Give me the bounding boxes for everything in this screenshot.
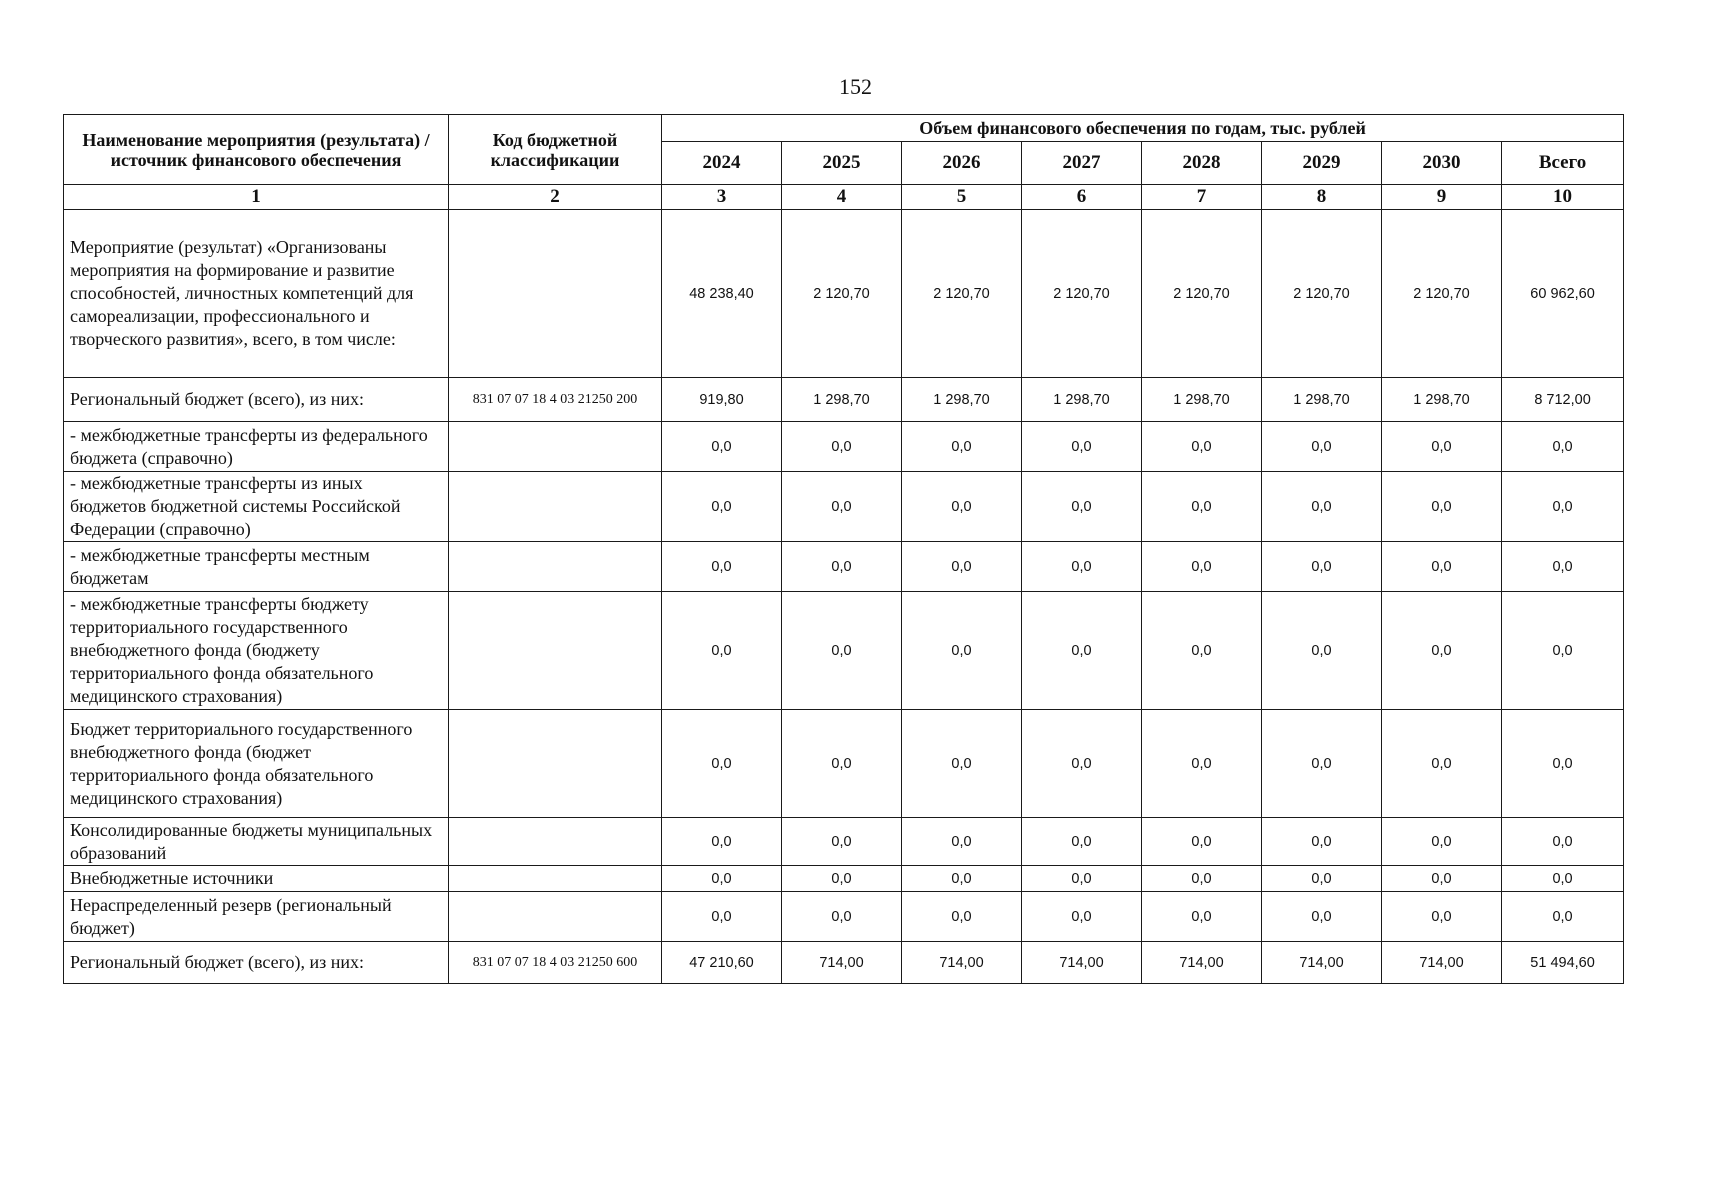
row-name: - межбюджетные трансферты местным бюджетам — [64, 542, 449, 592]
row-value: 0,0 — [782, 592, 902, 710]
row-code — [449, 818, 662, 866]
header-name: Наименование мероприятия (результата) /источник финансового обеспечения — [64, 115, 449, 185]
row-code — [449, 866, 662, 892]
row-value: 0,0 — [1382, 892, 1502, 942]
row-code — [449, 472, 662, 542]
row-value: 0,0 — [1382, 472, 1502, 542]
header-year-6: 2030 — [1382, 142, 1502, 185]
row-name: Внебюджетные источники — [64, 866, 449, 892]
row-value: 0,0 — [1022, 818, 1142, 866]
row-value: 0,0 — [662, 866, 782, 892]
row-value: 0,0 — [1382, 710, 1502, 818]
row-value: 0,0 — [1022, 542, 1142, 592]
table-row — [64, 942, 1624, 984]
row-value: 0,0 — [1262, 866, 1382, 892]
row-value: 1 298,70 — [782, 378, 902, 422]
row-value: 0,0 — [1502, 592, 1624, 710]
row-value: 0,0 — [1022, 710, 1142, 818]
table-row — [64, 592, 1624, 710]
row-value: 0,0 — [782, 710, 902, 818]
row-value: 0,0 — [662, 472, 782, 542]
row-value: 0,0 — [782, 542, 902, 592]
column-number: 8 — [1262, 185, 1382, 210]
row-name: Бюджет территориального государственного внебюджетного фонда (бюджет территориального фонда обязательного медицинского страхования) — [64, 710, 449, 818]
table-row — [64, 422, 1624, 472]
row-code — [449, 710, 662, 818]
row-value: 0,0 — [662, 542, 782, 592]
column-number: 9 — [1382, 185, 1502, 210]
row-value: 8 712,00 — [1502, 378, 1624, 422]
row-value: 0,0 — [1502, 422, 1624, 472]
row-code: 831 07 07 18 4 03 21250 600 — [449, 942, 662, 984]
row-value: 0,0 — [1142, 542, 1262, 592]
row-value: 0,0 — [1142, 592, 1262, 710]
row-value: 0,0 — [1262, 592, 1382, 710]
row-name: Региональный бюджет (всего), из них: — [64, 378, 449, 422]
row-value: 0,0 — [1262, 542, 1382, 592]
header-year-3: 2027 — [1022, 142, 1142, 185]
row-value: 51 494,60 — [1502, 942, 1624, 984]
row-value: 2 120,70 — [902, 210, 1022, 378]
row-value: 1 298,70 — [1022, 378, 1142, 422]
row-value: 2 120,70 — [1022, 210, 1142, 378]
row-value: 0,0 — [1382, 592, 1502, 710]
financing-table — [63, 114, 1624, 984]
row-value: 0,0 — [1022, 892, 1142, 942]
row-value: 2 120,70 — [1262, 210, 1382, 378]
row-value: 714,00 — [1022, 942, 1142, 984]
row-value: 714,00 — [902, 942, 1022, 984]
row-value: 0,0 — [902, 892, 1022, 942]
row-value: 0,0 — [662, 892, 782, 942]
row-name: Региональный бюджет (всего), из них: — [64, 942, 449, 984]
row-value: 0,0 — [782, 422, 902, 472]
row-value: 0,0 — [662, 592, 782, 710]
row-value: 0,0 — [902, 472, 1022, 542]
column-number: 7 — [1142, 185, 1262, 210]
row-name: - межбюджетные трансферты бюджету территориального государственного внебюджетного фонда (бюджету территориального фонда обязательного медицинского страхования) — [64, 592, 449, 710]
row-value: 0,0 — [902, 592, 1022, 710]
row-value: 60 962,60 — [1502, 210, 1624, 378]
row-value: 0,0 — [902, 866, 1022, 892]
row-value: 0,0 — [782, 866, 902, 892]
table-row — [64, 866, 1624, 892]
row-value: 0,0 — [1022, 422, 1142, 472]
header-year-1: 2025 — [782, 142, 902, 185]
row-value: 0,0 — [902, 542, 1022, 592]
row-name: - межбюджетные трансферты из федерального бюджета (справочно) — [64, 422, 449, 472]
row-value: 1 298,70 — [1142, 378, 1262, 422]
column-number: 5 — [902, 185, 1022, 210]
row-value: 714,00 — [1142, 942, 1262, 984]
row-value: 0,0 — [1502, 866, 1624, 892]
table-row — [64, 710, 1624, 818]
row-value: 0,0 — [1022, 472, 1142, 542]
row-code — [449, 210, 662, 378]
row-code — [449, 422, 662, 472]
header-year-0: 2024 — [662, 142, 782, 185]
row-code — [449, 542, 662, 592]
row-name: Мероприятие (результат) «Организованы мероприятия на формирование и развитие способностей, личностных компетенций для самореализации, профессионального и творческого развития», всего, в том числе: — [64, 210, 449, 378]
row-value: 1 298,70 — [902, 378, 1022, 422]
table-row — [64, 378, 1624, 422]
row-value: 48 238,40 — [662, 210, 782, 378]
row-value: 0,0 — [1142, 818, 1262, 866]
row-value: 0,0 — [1502, 818, 1624, 866]
row-value: 2 120,70 — [1142, 210, 1262, 378]
row-value: 0,0 — [1022, 866, 1142, 892]
row-value: 0,0 — [1022, 592, 1142, 710]
table-row — [64, 818, 1624, 866]
row-value: 0,0 — [1502, 542, 1624, 592]
row-value: 47 210,60 — [662, 942, 782, 984]
row-value: 0,0 — [902, 818, 1022, 866]
row-value: 0,0 — [1262, 422, 1382, 472]
table-row — [64, 210, 1624, 378]
row-value: 714,00 — [1262, 942, 1382, 984]
row-value: 0,0 — [1382, 422, 1502, 472]
column-number: 10 — [1502, 185, 1624, 210]
row-value: 1 298,70 — [1382, 378, 1502, 422]
row-value: 1 298,70 — [1262, 378, 1382, 422]
row-value: 0,0 — [782, 892, 902, 942]
row-value: 0,0 — [902, 422, 1022, 472]
row-value: 0,0 — [1382, 542, 1502, 592]
row-value: 0,0 — [1502, 472, 1624, 542]
row-value: 0,0 — [1262, 892, 1382, 942]
column-number: 1 — [64, 185, 449, 210]
row-value: 919,80 — [662, 378, 782, 422]
row-value: 0,0 — [1262, 818, 1382, 866]
row-value: 0,0 — [1262, 472, 1382, 542]
row-value: 0,0 — [1142, 710, 1262, 818]
table-row — [64, 892, 1624, 942]
row-value: 0,0 — [1262, 710, 1382, 818]
header-year-7: Всего — [1502, 142, 1624, 185]
row-value: 0,0 — [662, 422, 782, 472]
column-number: 4 — [782, 185, 902, 210]
header-volume: Объем финансового обеспечения по годам, тыс. рублей — [662, 115, 1624, 142]
page-number: 152 — [839, 74, 872, 99]
header-code: Код бюджетной классификации — [449, 115, 662, 185]
row-code — [449, 892, 662, 942]
row-value: 0,0 — [1142, 892, 1262, 942]
row-value: 0,0 — [662, 818, 782, 866]
row-value: 2 120,70 — [782, 210, 902, 378]
header-year-5: 2029 — [1262, 142, 1382, 185]
row-value: 0,0 — [1382, 818, 1502, 866]
row-value: 0,0 — [1382, 866, 1502, 892]
row-value: 0,0 — [902, 710, 1022, 818]
column-number: 6 — [1022, 185, 1142, 210]
header-year-2: 2026 — [902, 142, 1022, 185]
row-value: 0,0 — [1142, 866, 1262, 892]
row-code — [449, 592, 662, 710]
table-row — [64, 472, 1624, 542]
row-value: 0,0 — [782, 818, 902, 866]
row-value: 2 120,70 — [1382, 210, 1502, 378]
row-code: 831 07 07 18 4 03 21250 200 — [449, 378, 662, 422]
row-value: 0,0 — [782, 472, 902, 542]
row-name: Нераспределенный резерв (региональный бюджет) — [64, 892, 449, 942]
table-row — [64, 542, 1624, 592]
column-number: 2 — [449, 185, 662, 210]
row-name: Консолидированные бюджеты муниципальных образований — [64, 818, 449, 866]
row-value: 0,0 — [1502, 892, 1624, 942]
row-value: 0,0 — [1502, 710, 1624, 818]
row-value: 0,0 — [1142, 472, 1262, 542]
header-year-4: 2028 — [1142, 142, 1262, 185]
row-value: 0,0 — [662, 710, 782, 818]
row-name: - межбюджетные трансферты из иных бюджетов бюджетной системы Российской Федерации (справочно) — [64, 472, 449, 542]
row-value: 0,0 — [1142, 422, 1262, 472]
column-number: 3 — [662, 185, 782, 210]
row-value: 714,00 — [1382, 942, 1502, 984]
row-value: 714,00 — [782, 942, 902, 984]
